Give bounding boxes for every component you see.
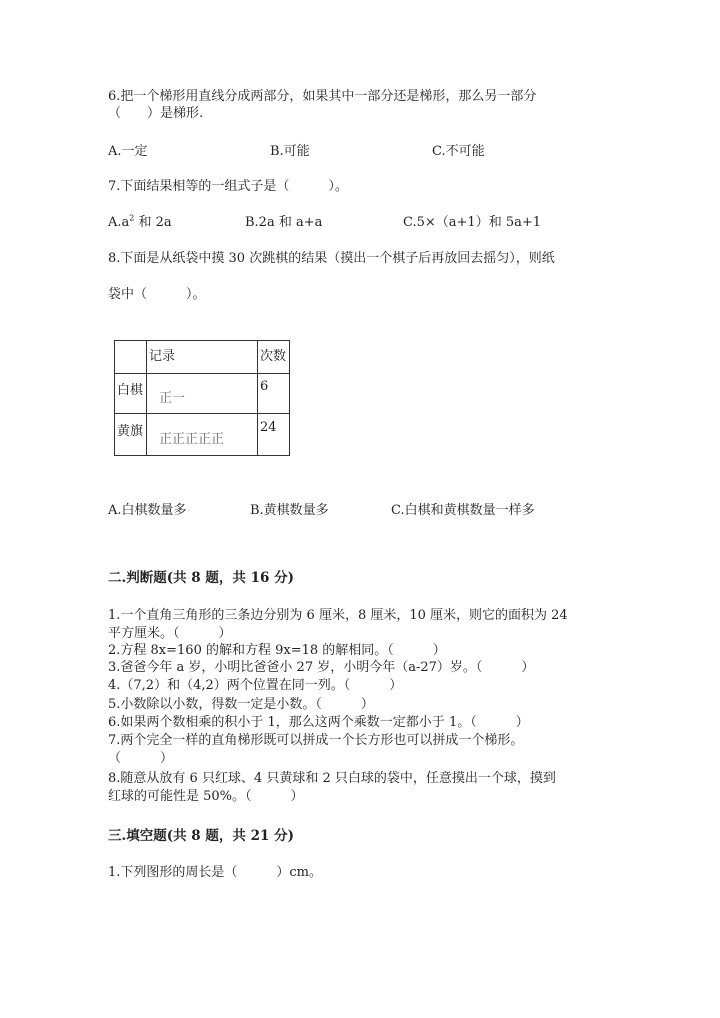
table-header-count: 次数 <box>258 341 290 374</box>
tf-item-8-line1: 8.随意从放有 6 只红球、4 只黄球和 2 只白球的袋中，任意摸出一个球，摸到 <box>108 771 556 786</box>
tally-marks: 正一 <box>159 391 186 406</box>
tf-item-8-line2: 红球的可能性是 50%。（ ） <box>108 789 304 804</box>
row-count-white: 6 <box>258 374 290 414</box>
row-tally-yellow <box>147 414 258 456</box>
tf-item-5: 5.小数除以小数，得数一定是小数。（ ） <box>108 697 374 712</box>
table-header-row <box>115 341 290 374</box>
q8-option-c[interactable]: C.白棋和黄棋数量一样多 <box>391 503 535 518</box>
tf-item-3: 3.爸爸今年 a 岁，小明比爸爸小 27 岁，小明今年（a-27）岁。（ ） <box>108 660 535 675</box>
row-count-yellow: 24 <box>258 414 290 456</box>
q6-option-a[interactable]: A.一定 <box>108 144 148 159</box>
table-header-empty <box>115 341 147 374</box>
tally-record-table <box>114 340 290 456</box>
tf-item-6: 6.如果两个数相乘的积小于 1，那么这两个乘数一定都小于 1。（ ） <box>108 715 529 730</box>
q7-text: 7.下面结果相等的一组式子是（ ）。 <box>108 179 348 194</box>
row-label-white: 白棋 <box>115 374 147 414</box>
q8-option-a[interactable]: A.白棋数量多 <box>108 503 187 518</box>
q6-option-c[interactable]: C.不可能 <box>432 144 485 159</box>
q7-option-b[interactable]: B.2a 和 a+a <box>245 215 323 230</box>
q6-text-line2: （ ）是梯形. <box>108 106 204 121</box>
fill-item-1: 1.下列图形的周长是（ ）cm。 <box>108 865 323 880</box>
tf-item-7-line1: 7.两个完全一样的直角梯形既可以拼成一个长方形也可以拼成一个梯形。 <box>108 733 524 748</box>
section3-title: 三.填空题(共 8 题，共 21 分) <box>108 828 294 844</box>
tally-marks: 正正正正正 <box>159 432 225 447</box>
q7-option-a[interactable] <box>108 215 172 231</box>
table-row <box>115 414 290 456</box>
q6-text-line1: 6.把一个梯形用直线分成两部分，如果其中一部分还是梯形，那么另一部分 <box>108 89 537 104</box>
q7-option-a-prefix: A.a <box>108 215 130 230</box>
tf-item-7-line2: （ ） <box>108 751 174 766</box>
q7-option-a-exponent: 2 <box>129 213 135 223</box>
tf-item-1-line2: 平方厘米。（ ） <box>108 626 232 641</box>
q8-option-b[interactable]: B.黄棋数量多 <box>250 503 329 518</box>
section2-title: 二.判断题(共 8 题，共 16 分) <box>108 570 294 586</box>
q8-text-line1: 8.下面是从纸袋中摸 30 次跳棋的结果（摸出一个棋子后再放回去摇匀），则纸 <box>108 251 555 266</box>
q6-option-b[interactable]: B.可能 <box>270 144 310 159</box>
tf-item-1-line1: 1.一个直角三角形的三条边分别为 6 厘米，8 厘米，10 厘米，则它的面积为 24 <box>108 608 568 623</box>
table-header-record: 记录 <box>147 341 258 374</box>
table-row <box>115 374 290 414</box>
tf-item-4: 4.（7,2）和（4,2）两个位置在同一列。（ ） <box>108 678 403 693</box>
row-label-yellow: 黄旗 <box>115 414 147 456</box>
q7-option-c[interactable]: C.5×（a+1）和 5a+1 <box>403 215 542 230</box>
row-tally-white <box>147 374 258 414</box>
tf-item-2: 2.方程 8x=160 的解和方程 9x=18 的解相同。（ ） <box>108 643 446 658</box>
q7-option-a-suffix: 和 2a <box>134 215 172 230</box>
q8-text-line2: 袋中（ ）。 <box>108 287 206 302</box>
